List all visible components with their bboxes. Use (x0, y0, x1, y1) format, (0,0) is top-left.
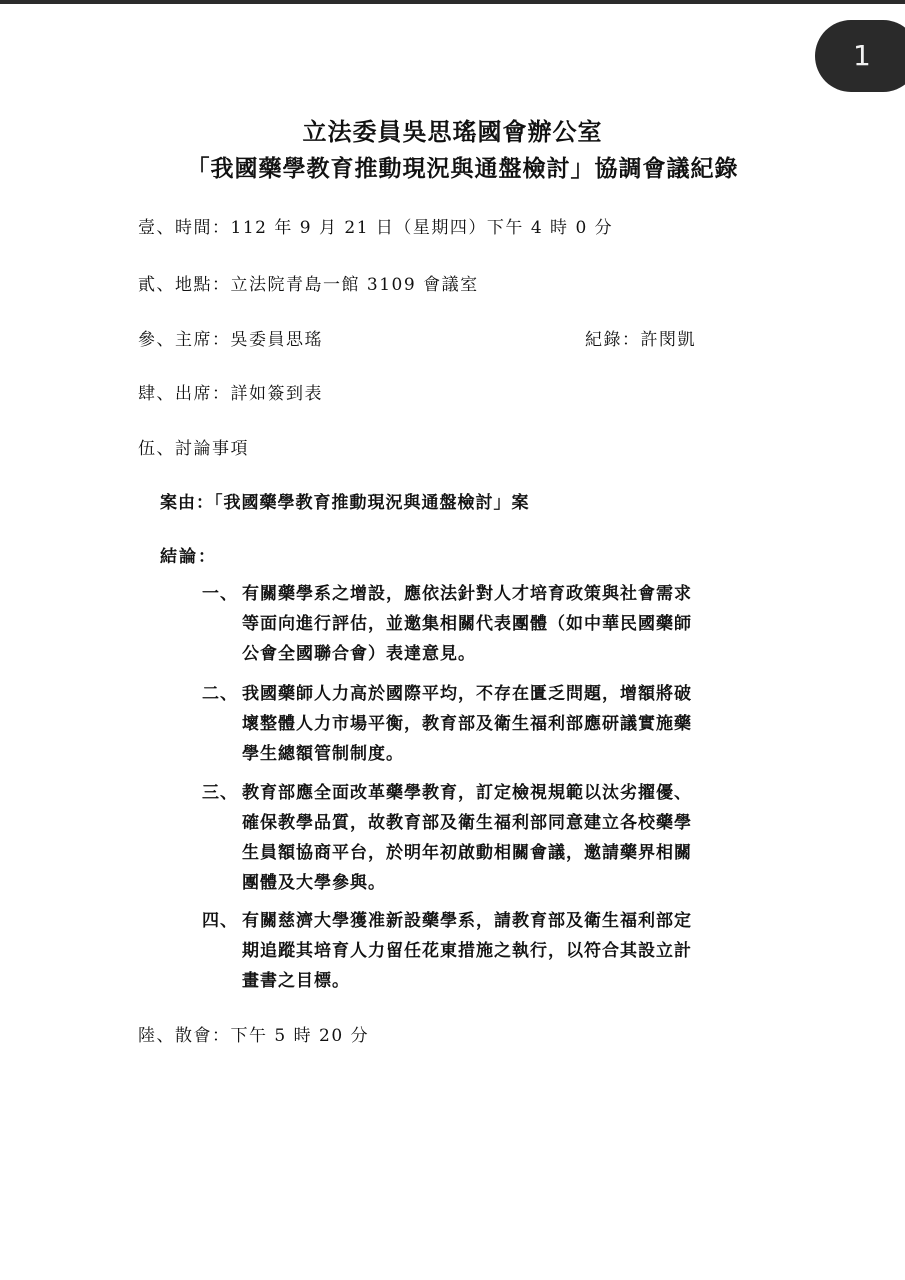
section-attendance: 肆、出席：詳如簽到表 (138, 384, 323, 404)
section-discussion: 伍、討論事項 (138, 439, 249, 459)
section-place: 貳、地點：立法院青島一館 3109 會議室 (138, 275, 479, 295)
item-line: 壞整體人力市場平衡，教育部及衛生福利部應研議實施藥 (242, 714, 692, 734)
item-number: 一、 (202, 584, 238, 604)
item-line: 我國藥師人力高於國際平均，不存在匱乏問題，增額將破 (242, 684, 692, 704)
item-line: 學生總額管制制度。 (242, 744, 404, 764)
item-line: 生員額協商平台，於明年初啟動相關會議，邀請藥界相關 (242, 843, 692, 863)
section-time: 壹、時間：112 年 9 月 21 日（星期四）下午 4 時 0 分 (138, 218, 614, 238)
item-line: 期追蹤其培育人力留任花東措施之執行，以符合其設立計 (242, 941, 692, 961)
conclusion-item-1 (202, 579, 782, 669)
page-number-badge: 1 (815, 20, 905, 92)
item-number: 二、 (202, 684, 238, 704)
item-line: 團體及大學參與。 (242, 873, 386, 893)
case-subject: 案由：「我國藥學教育推動現況與通盤檢討」案 (160, 493, 530, 513)
item-line: 確保教學品質，故教育部及衛生福利部同意建立各校藥學 (242, 813, 692, 833)
top-border (0, 0, 905, 4)
conclusion-item-4 (202, 906, 782, 996)
section-recorder: 紀錄：許閔凱 (585, 330, 696, 350)
conclusion-item-3 (202, 778, 782, 898)
item-line: 教育部應全面改革藥學教育，訂定檢視規範以汰劣擢優、 (242, 783, 692, 803)
conclusion-item-2 (202, 679, 782, 769)
meeting-title: 「我國藥學教育推動現況與通盤檢討」協調會議紀錄 (186, 155, 739, 182)
item-number: 三、 (202, 783, 238, 803)
office-title: 立法委員吳思瑤國會辦公室 (302, 117, 603, 146)
item-line: 有關慈濟大學獲准新設藥學系，請教育部及衛生福利部定 (242, 911, 692, 931)
section-adjourn: 陸、散會：下午 5 時 20 分 (138, 1026, 370, 1046)
conclusion-label: 結論： (160, 547, 217, 567)
item-line: 畫書之目標。 (242, 971, 350, 991)
item-line: 公會全國聯合會）表達意見。 (242, 644, 476, 664)
item-number: 四、 (202, 911, 238, 931)
item-line: 有關藥學系之增設，應依法針對人才培育政策與社會需求 (242, 584, 692, 604)
item-line: 等面向進行評估，並邀集相關代表團體（如中華民國藥師 (242, 614, 692, 634)
section-chair: 參、主席：吳委員思瑤 (138, 330, 323, 350)
